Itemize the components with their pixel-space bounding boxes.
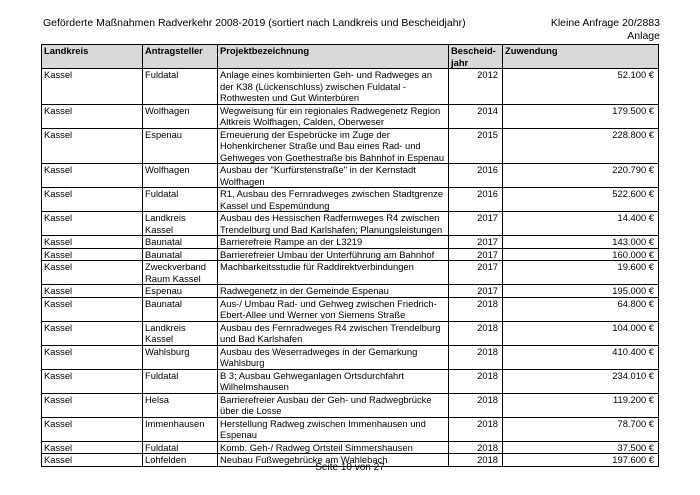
- cell-jahr: 2018: [449, 417, 503, 441]
- cell-antragsteller: Wolfhagen: [143, 104, 218, 128]
- cell-jahr: 2016: [449, 188, 503, 212]
- cell-jahr: 2018: [449, 345, 503, 369]
- table-row: [42, 261, 659, 285]
- reference-annex: Anlage: [627, 30, 660, 42]
- table-row: [42, 212, 659, 236]
- cell-projekt: Komb. Geh-/ Radweg Ortsteil Simmershausen: [218, 441, 449, 454]
- cell-landkreis: Kassel: [42, 212, 143, 236]
- cell-antragsteller: Landkreis Kassel: [143, 212, 218, 236]
- table-row: [42, 297, 659, 321]
- cell-zuwendung: 104.000 €: [503, 321, 659, 345]
- cell-landkreis: Kassel: [42, 297, 143, 321]
- cell-landkreis: Kassel: [42, 441, 143, 454]
- cell-landkreis: Kassel: [42, 236, 143, 249]
- cell-zuwendung: 78.700 €: [503, 417, 659, 441]
- cell-projekt: Neubau Fußwegebrücke am Wahlebach: [218, 454, 449, 467]
- cell-projekt: Ausbau der "Kurfürstenstraße" in der Kernstadt Wolfhagen: [218, 164, 449, 188]
- cell-landkreis: Kassel: [42, 164, 143, 188]
- cell-landkreis: Kassel: [42, 369, 143, 393]
- cell-landkreis: Kassel: [42, 321, 143, 345]
- cell-projekt: Herstellung Radweg zwischen Immenhausen und Espenau: [218, 417, 449, 441]
- cell-jahr: 2014: [449, 104, 503, 128]
- cell-projekt: Ausbau des Fernradweges R4 zwischen Trendelburg und Bad Karlshafen: [218, 321, 449, 345]
- cell-projekt: Ausbau des Weserradweges in der Gemarkung Wahlsburg: [218, 345, 449, 369]
- cell-jahr: 2012: [449, 69, 503, 105]
- cell-jahr: 2018: [449, 454, 503, 467]
- cell-zuwendung: 19.600 €: [503, 261, 659, 285]
- cell-antragsteller: Espenau: [143, 285, 218, 298]
- table-row: [42, 369, 659, 393]
- cell-projekt: Radwegenetz in der Gemeinde Espenau: [218, 285, 449, 298]
- cell-zuwendung: 195.000 €: [503, 285, 659, 298]
- cell-landkreis: Kassel: [42, 261, 143, 285]
- table-row: [42, 321, 659, 345]
- cell-antragsteller: Baunatal: [143, 297, 218, 321]
- cell-zuwendung: 522.600 €: [503, 188, 659, 212]
- cell-antragsteller: Fuldatal: [143, 188, 218, 212]
- table-row: [42, 188, 659, 212]
- cell-antragsteller: Wolfhagen: [143, 164, 218, 188]
- cell-zuwendung: 234.010 €: [503, 369, 659, 393]
- cell-zuwendung: 14.400 €: [503, 212, 659, 236]
- table-row: [42, 441, 659, 454]
- cell-antragsteller: Helsa: [143, 393, 218, 417]
- cell-landkreis: Kassel: [42, 128, 143, 164]
- cell-zuwendung: 410.400 €: [503, 345, 659, 369]
- cell-zuwendung: 37.500 €: [503, 441, 659, 454]
- cell-projekt: Machbarkeitsstudie für Raddirektverbindungen: [218, 261, 449, 285]
- table-header-row: [42, 45, 659, 69]
- col-header-projektbezeichnung: Projektbezeichnung: [218, 45, 449, 69]
- page-number: Seite 10 von 27: [315, 462, 385, 473]
- cell-projekt: Ausbau des Hessischen Radfernweges R4 zwischen Trendelburg und Bad Karlshafen; Planungsleistungen: [218, 212, 449, 236]
- col-header-bescheidjahr: Bescheid-jahr: [449, 45, 503, 69]
- cell-jahr: 2018: [449, 393, 503, 417]
- cell-landkreis: Kassel: [42, 248, 143, 261]
- col-header-antragsteller: Antragsteller: [143, 45, 218, 69]
- table-row: [42, 345, 659, 369]
- cell-projekt: Anlage eines kombinierten Geh- und Radweges an der K38 (Lückenschluss) zwischen Fuldatal - Rothwesten und Gut Winterbüren: [218, 69, 449, 105]
- cell-jahr: 2017: [449, 285, 503, 298]
- cell-projekt: R1, Ausbau des Fernradweges zwischen Stadtgrenze Kassel und Espemündung: [218, 188, 449, 212]
- cell-projekt: Barrierefreie Rampe an der L3219: [218, 236, 449, 249]
- cell-antragsteller: Fuldatal: [143, 369, 218, 393]
- cell-jahr: 2018: [449, 321, 503, 345]
- table-row: [42, 104, 659, 128]
- cell-landkreis: Kassel: [42, 454, 143, 467]
- cell-jahr: 2017: [449, 248, 503, 261]
- cell-antragsteller: Landkreis Kassel: [143, 321, 218, 345]
- cell-projekt: Aus-/ Umbau Rad- und Gehweg zwischen Friedrich-Ebert-Allee und Werner von Siemens Straße: [218, 297, 449, 321]
- cell-zuwendung: 197.600 €: [503, 454, 659, 467]
- cell-antragsteller: Espenau: [143, 128, 218, 164]
- cell-jahr: 2018: [449, 369, 503, 393]
- cell-antragsteller: Baunatal: [143, 236, 218, 249]
- cell-jahr: 2018: [449, 441, 503, 454]
- cell-landkreis: Kassel: [42, 345, 143, 369]
- table-row: [42, 164, 659, 188]
- cell-jahr: 2017: [449, 212, 503, 236]
- table-row: [42, 285, 659, 298]
- cell-zuwendung: 160.000 €: [503, 248, 659, 261]
- cell-projekt: Barrierefreier Ausbau der Geh- und Radwegbrücke über die Losse: [218, 393, 449, 417]
- table-row: [42, 236, 659, 249]
- table-body: [42, 69, 659, 467]
- cell-antragsteller: Wahlsburg: [143, 345, 218, 369]
- cell-jahr: 2016: [449, 164, 503, 188]
- cell-antragsteller: Fuldatal: [143, 69, 218, 105]
- table-row: [42, 128, 659, 164]
- cell-zuwendung: 52.100 €: [503, 69, 659, 105]
- cell-landkreis: Kassel: [42, 69, 143, 105]
- cell-landkreis: Kassel: [42, 285, 143, 298]
- reference-line: Kleine Anfrage 20/2883: [550, 17, 660, 29]
- cell-jahr: 2018: [449, 297, 503, 321]
- col-header-landkreis: Landkreis: [42, 45, 143, 69]
- funding-table: [41, 44, 659, 467]
- cell-zuwendung: 228.800 €: [503, 128, 659, 164]
- cell-jahr: 2017: [449, 236, 503, 249]
- cell-jahr: 2017: [449, 261, 503, 285]
- col-header-zuwendung: Zuwendung: [503, 45, 659, 69]
- cell-zuwendung: 220.790 €: [503, 164, 659, 188]
- cell-landkreis: Kassel: [42, 417, 143, 441]
- cell-projekt: Erneuerung der Espebrücke im Zuge der Hohenkirchener Straße und Bau eines Rad- und Gehweges von Goethestraße bis Bahnhof in Espenau: [218, 128, 449, 164]
- cell-antragsteller: Immenhausen: [143, 417, 218, 441]
- cell-zuwendung: 64.800 €: [503, 297, 659, 321]
- cell-landkreis: Kassel: [42, 188, 143, 212]
- cell-zuwendung: 143.000 €: [503, 236, 659, 249]
- table-row: [42, 393, 659, 417]
- table-row: [42, 248, 659, 261]
- cell-landkreis: Kassel: [42, 393, 143, 417]
- cell-projekt: Wegweisung für ein regionales Radwegenetz Region Altkreis Wolfhagen, Calden, Oberweser: [218, 104, 449, 128]
- table-row: [42, 69, 659, 105]
- cell-antragsteller: Lohfelden: [143, 454, 218, 467]
- cell-jahr: 2015: [449, 128, 503, 164]
- cell-antragsteller: Zweckverband Raum Kassel: [143, 261, 218, 285]
- cell-antragsteller: Fuldatal: [143, 441, 218, 454]
- cell-projekt: Barrierefreier Umbau der Unterführung am Bahnhof: [218, 248, 449, 261]
- document-reference: [551, 17, 660, 43]
- table-row: [42, 417, 659, 441]
- document-title: Geförderte Maßnahmen Radverkehr 2008-2019 (sortiert nach Landkreis und Bescheidjahr): [43, 17, 466, 29]
- cell-landkreis: Kassel: [42, 104, 143, 128]
- cell-zuwendung: 119.200 €: [503, 393, 659, 417]
- cell-projekt: B 3; Ausbau Gehweganlagen Ortsdurchfahrt Wilhelmshausen: [218, 369, 449, 393]
- cell-antragsteller: Baunatal: [143, 248, 218, 261]
- cell-zuwendung: 179.500 €: [503, 104, 659, 128]
